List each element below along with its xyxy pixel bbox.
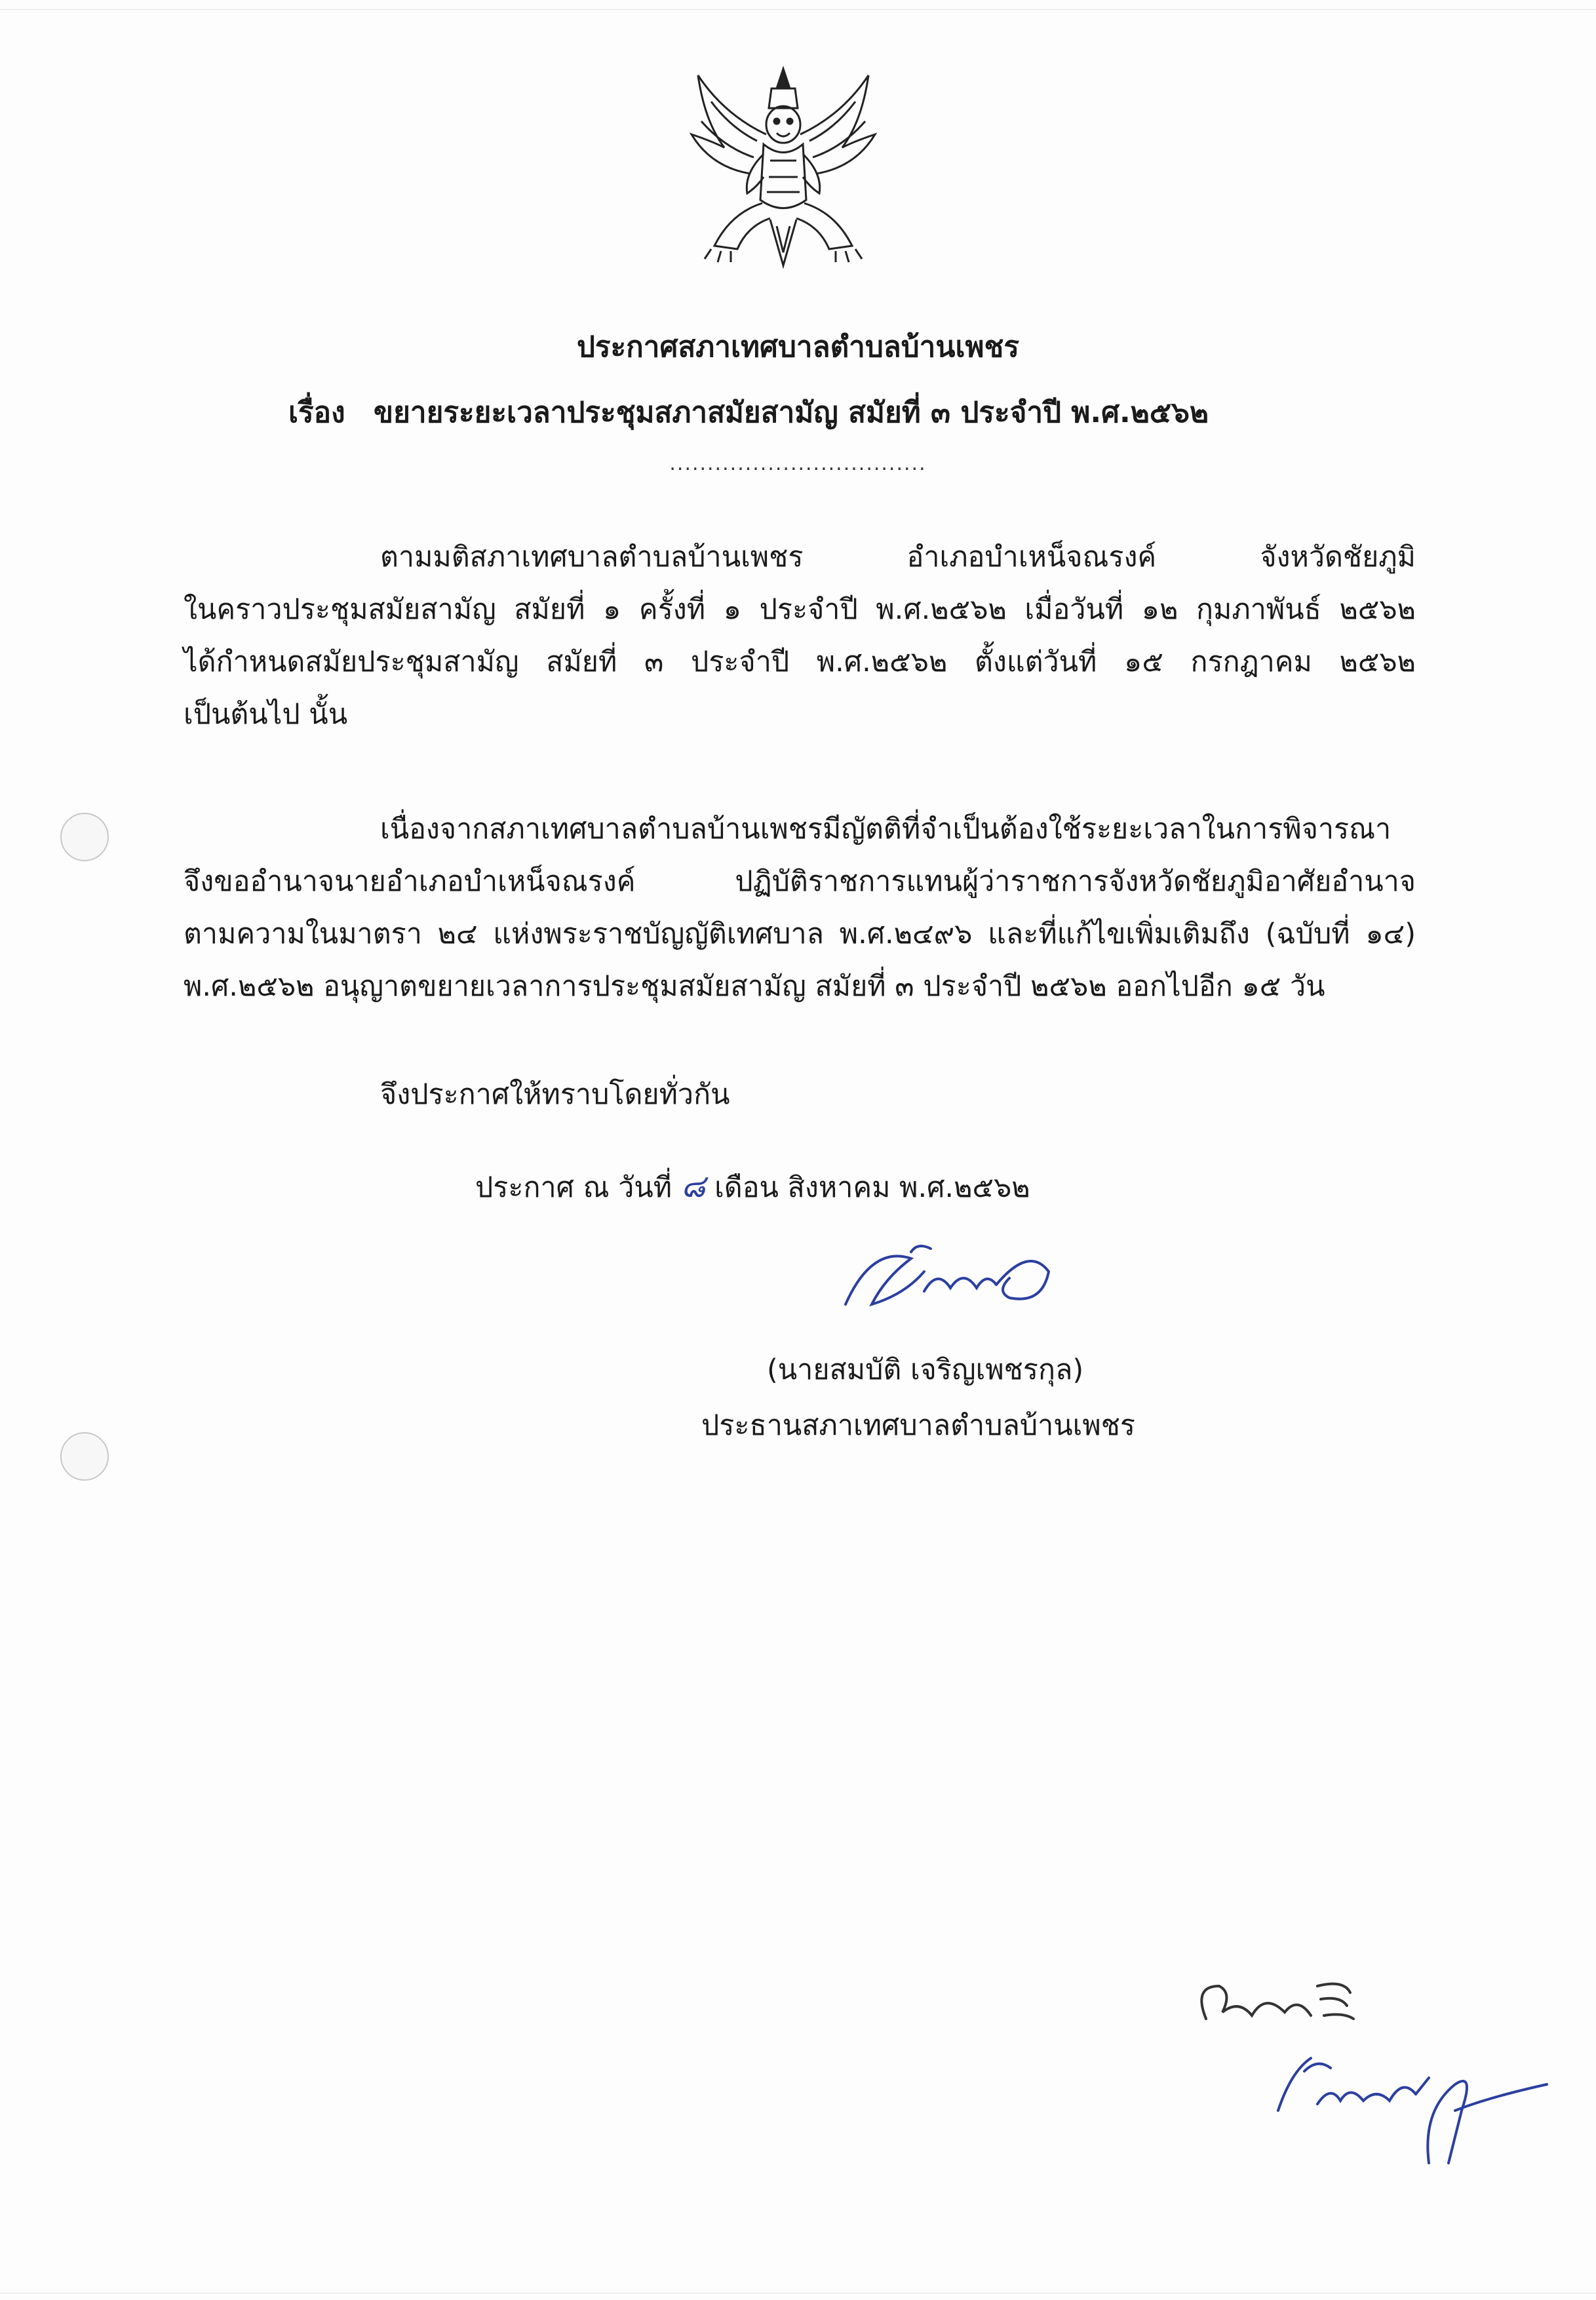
document-subject [288, 393, 1403, 433]
signature-icon [832, 1232, 1068, 1324]
separator-dots: .................................. [669, 452, 927, 475]
paragraph-1 [184, 531, 1416, 741]
signer-name: (นายสมบัติ เจริญเพชรกุล) [767, 1354, 1084, 1386]
scan-edge-top [0, 9, 1596, 10]
paragraph-1-line-1: ตามมติสภาเทศบาลตำบลบ้านเพชร อำเภอบำเหน็จณรงค์ จังหวัดชัยภูมิ [380, 541, 1416, 574]
date-suffix: เดือน สิงหาคม พ.ศ.๒๕๖๒ [714, 1171, 1030, 1204]
paragraph-2 [184, 803, 1416, 1013]
date-day-handwritten: ๘ [681, 1168, 706, 1205]
handwritten-initials-2-icon [1265, 2032, 1553, 2189]
handwritten-initials-1-icon [1186, 1960, 1370, 2038]
closing-statement: จึงประกาศให้ทราบโดยทั่วกัน [380, 1078, 730, 1111]
paragraph-2-line-3: ตามความในมาตรา ๒๔ แห่งพระราชบัญญัติเทศบาล พ.ศ.๒๔๙๖ และที่แก้ไขเพิ่มเติมถึง (ฉบับที่ ๑๔) [184, 918, 1416, 950]
subject-text: ขยายระยะเวลาประชุมสภาสมัยสามัญ สมัยที่ ๓ ประจำปี พ.ศ.๒๕๖๒ [374, 396, 1209, 429]
announcement-date [475, 1167, 1030, 1207]
paragraph-1-line-3: ได้กำหนดสมัยประชุมสามัญ สมัยที่ ๓ ประจำปี พ.ศ.๒๕๖๒ ตั้งแต่วันที่ ๑๕ กรกฎาคม ๒๕๖๒ [184, 646, 1416, 678]
paragraph-2-line-4: พ.ศ.๒๕๖๒ อนุญาตขยายเวลาการประชุมสมัยสามัญ สมัยที่ ๓ ประจำปี ๒๕๖๒ ออกไปอีก ๑๕ วัน [184, 970, 1325, 1003]
signer-title: ประธานสภาเทศบาลตำบลบ้านเพชร [701, 1409, 1136, 1442]
paragraph-2-line-1: เนื่องจากสภาเทศบาลตำบลบ้านเพชรมีญัตติที่จำเป็นต้องใช้ระยะเวลาในการพิจารณา [380, 813, 1392, 846]
punch-hole-upper [60, 813, 109, 861]
paragraph-1-line-2: ในคราวประชุมสมัยสามัญ สมัยที่ ๑ ครั้งที่ ๑ ประจำปี พ.ศ.๒๕๖๒ เมื่อวันที่ ๑๒ กุมภาพันธ์ ๒๕๖๒ [184, 593, 1416, 626]
paragraph-1-line-4: เป็นต้นไป นั้น [184, 698, 348, 731]
date-prefix: ประกาศ ณ วันที่ [475, 1171, 672, 1204]
garuda-emblem-icon [685, 62, 882, 279]
punch-hole-lower [60, 1432, 109, 1481]
document-heading: ประกาศสภาเทศบาลตำบลบ้านเพชร [576, 330, 1020, 364]
paragraph-2-line-2: จึงขออำนาจนายอำเภอบำเหน็จณรงค์ ปฏิบัติราชการแทนผู้ว่าราชการจังหวัดชัยภูมิอาศัยอำนาจ [184, 865, 1416, 898]
subject-label: เรื่อง [288, 396, 345, 429]
